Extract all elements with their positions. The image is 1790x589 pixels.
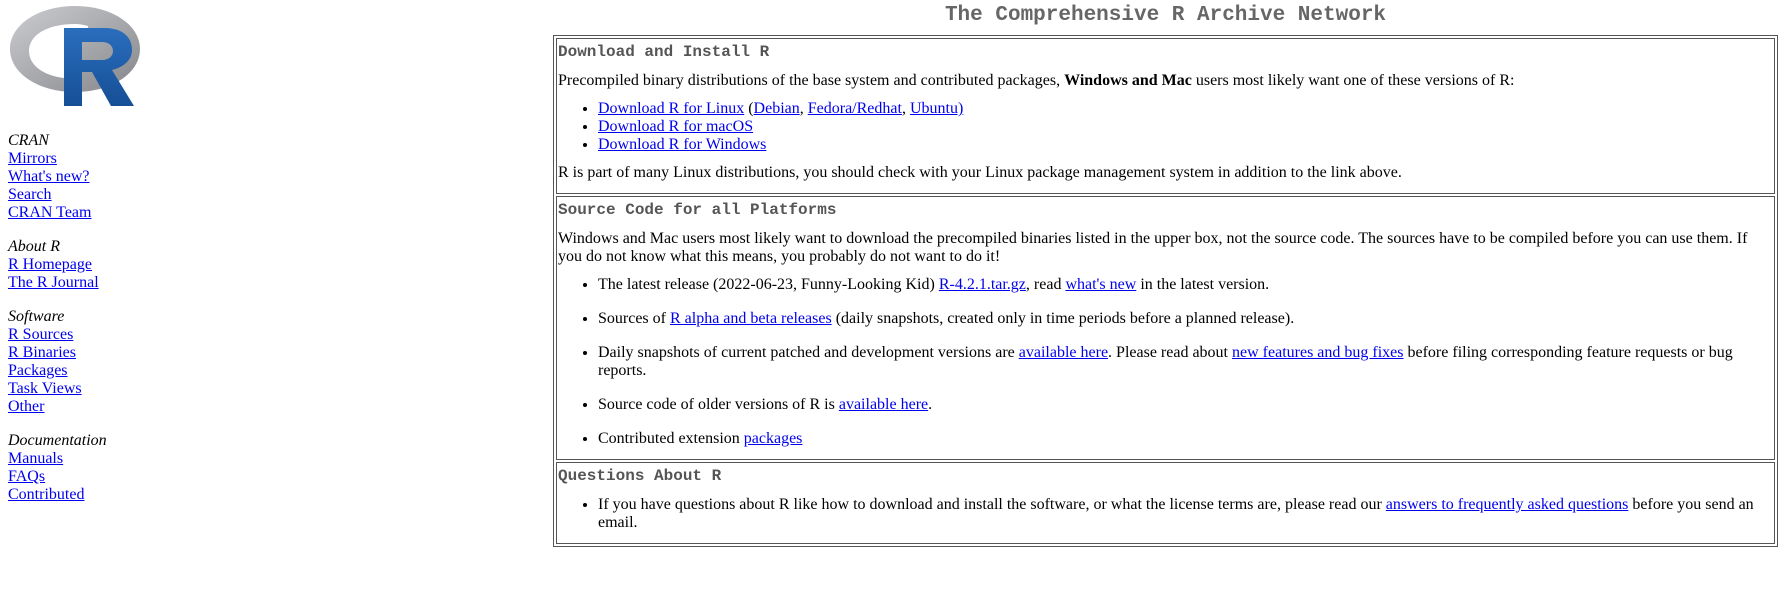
alpha-beta-text-end: (daily snapshots, created only in time periods before a planned release). bbox=[831, 310, 1295, 327]
latest-release-text: The latest release (2022-06-23, Funny-Looking Kid) bbox=[598, 276, 939, 293]
nav-link-r-journal[interactable]: The R Journal bbox=[8, 274, 99, 291]
nav-group-about-r bbox=[8, 238, 438, 292]
nav-link-task-views[interactable]: Task Views bbox=[8, 380, 82, 397]
ubuntu-link[interactable]: Ubuntu) bbox=[909, 100, 964, 117]
nav-link-faqs[interactable]: FAQs bbox=[8, 468, 46, 485]
latest-release-text-end: in the latest version. bbox=[1136, 276, 1270, 293]
main-content bbox=[553, 0, 1778, 547]
r-logo[interactable] bbox=[8, 4, 142, 110]
debian-link[interactable]: Debian bbox=[753, 100, 800, 117]
source-box bbox=[556, 196, 1775, 460]
list-item-alpha-beta bbox=[598, 310, 1773, 328]
questions-box bbox=[556, 462, 1775, 544]
new-features-link[interactable]: new features and bug fixes bbox=[1232, 344, 1404, 361]
questions-title: Questions About R bbox=[558, 467, 722, 485]
nav-heading-software: Software bbox=[8, 308, 65, 325]
linux-sep: , bbox=[901, 100, 910, 117]
download-intro-text: Precompiled binary distributions of the base system and contributed packages, bbox=[558, 72, 1065, 89]
download-list bbox=[558, 100, 1773, 154]
source-intro: Windows and Mac users most likely want to download the precompiled binaries listed in the upper box, not the source code. The sources have to be compiled before you can use them. If you do not know what this means, you probably do not want to do it! bbox=[558, 230, 1748, 265]
list-item-macos bbox=[598, 118, 1773, 136]
list-item-questions bbox=[598, 496, 1773, 532]
nav-group-documentation bbox=[8, 432, 438, 504]
questions-list bbox=[558, 496, 1773, 532]
page-title: The Comprehensive R Archive Network bbox=[944, 4, 1387, 27]
snapshots-available-link[interactable]: available here bbox=[1018, 344, 1109, 361]
snapshots-text-end: before filing corresponding feature requests or bug reports. bbox=[598, 344, 1733, 379]
nav-heading-documentation: Documentation bbox=[8, 432, 107, 449]
questions-text: If you have questions about R like how to download and install the software, or what the license terms are, please read our bbox=[598, 496, 1386, 513]
nav-link-whats-new[interactable]: What's new? bbox=[8, 168, 90, 185]
source-title: Source Code for all Platforms bbox=[558, 201, 837, 219]
list-item-contributed bbox=[598, 430, 1773, 448]
older-versions-text-end: . bbox=[928, 396, 933, 413]
nav-heading-cran: CRAN bbox=[8, 132, 49, 149]
contributed-packages-link[interactable]: packages bbox=[743, 430, 803, 447]
download-macos-link[interactable]: Download R for macOS bbox=[598, 118, 754, 135]
whats-new-link[interactable]: what's new bbox=[1065, 276, 1137, 293]
list-item-windows bbox=[598, 136, 1773, 154]
fedora-redhat-link[interactable]: Fedora/Redhat bbox=[807, 100, 902, 117]
older-versions-link[interactable]: available here bbox=[838, 396, 929, 413]
linux-distros-open: ( bbox=[744, 100, 754, 117]
nav-group-software bbox=[8, 308, 438, 416]
nav-link-other[interactable]: Other bbox=[8, 398, 45, 415]
content-table bbox=[553, 35, 1778, 547]
contributed-text: Contributed extension bbox=[598, 430, 744, 447]
faq-link[interactable]: answers to frequently asked questions bbox=[1385, 496, 1629, 513]
nav-link-r-sources[interactable]: R Sources bbox=[8, 326, 74, 343]
download-intro bbox=[558, 72, 1773, 90]
download-intro-text-end: users most likely want one of these versions of R: bbox=[1191, 72, 1515, 89]
list-item-linux bbox=[598, 100, 1773, 118]
alpha-beta-link[interactable]: R alpha and beta releases bbox=[669, 310, 832, 327]
snapshots-text: Daily snapshots of current patched and development versions are bbox=[598, 344, 1019, 361]
download-box bbox=[556, 38, 1775, 194]
nav-link-search[interactable]: Search bbox=[8, 186, 52, 203]
download-title: Download and Install R bbox=[558, 43, 770, 61]
list-item-daily-snapshots bbox=[598, 344, 1773, 380]
download-intro-bold: Windows and Mac bbox=[1064, 72, 1192, 89]
list-item-latest-release bbox=[598, 276, 1773, 294]
download-note: R is part of many Linux distributions, you should check with your Linux package management system in addition to the link above. bbox=[558, 164, 1402, 181]
nav-link-r-homepage[interactable]: R Homepage bbox=[8, 256, 92, 273]
linux-sep: , bbox=[799, 100, 808, 117]
older-versions-text: Source code of older versions of R is bbox=[598, 396, 839, 413]
download-windows-link[interactable]: Download R for Windows bbox=[598, 136, 767, 153]
nav-link-r-binaries[interactable]: R Binaries bbox=[8, 344, 76, 361]
list-item-older-versions bbox=[598, 396, 1773, 414]
nav-link-contributed[interactable]: Contributed bbox=[8, 486, 85, 503]
alpha-beta-text: Sources of bbox=[598, 310, 670, 327]
nav-group-cran bbox=[8, 132, 438, 222]
nav-link-cran-team[interactable]: CRAN Team bbox=[8, 204, 92, 221]
snapshots-text-mid: . Please read about bbox=[1108, 344, 1232, 361]
questions-text-end: before you send an email. bbox=[598, 496, 1754, 531]
nav-link-manuals[interactable]: Manuals bbox=[8, 450, 64, 467]
nav-heading-about-r: About R bbox=[8, 238, 60, 255]
sidebar bbox=[8, 0, 438, 520]
latest-release-text-mid: , read bbox=[1025, 276, 1066, 293]
nav-link-packages[interactable]: Packages bbox=[8, 362, 68, 379]
nav-link-mirrors[interactable]: Mirrors bbox=[8, 150, 57, 167]
sidebar-nav bbox=[8, 132, 438, 504]
tarball-link[interactable]: R-4.2.1.tar.gz bbox=[938, 276, 1026, 293]
source-list bbox=[558, 276, 1773, 448]
download-linux-link[interactable]: Download R for Linux bbox=[598, 100, 745, 117]
